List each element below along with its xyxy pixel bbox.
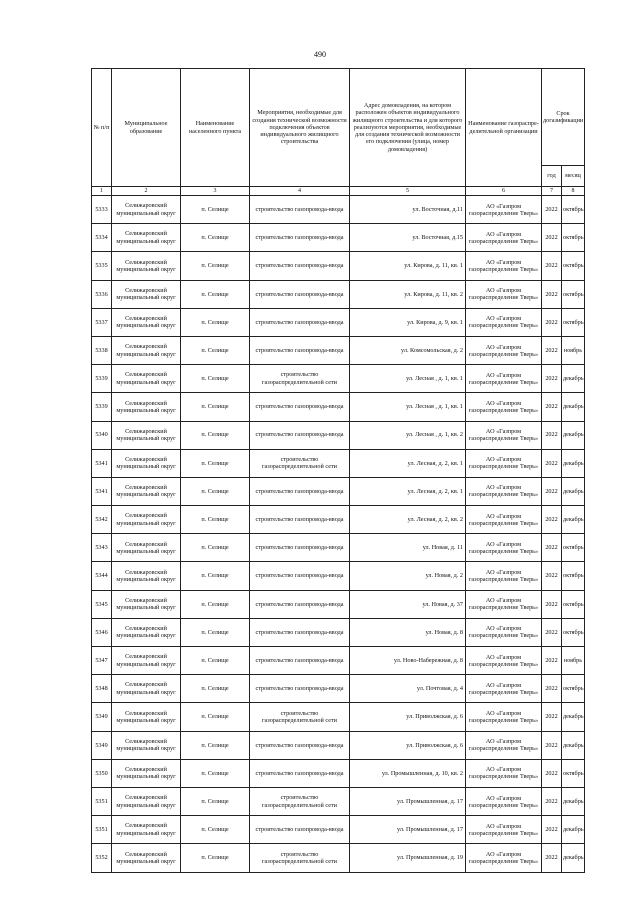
header-address: Адрес домовладения, на котором расположен объектов индивидуального жилищного строительства и для которого реализуются мероприятия, необходимые для создания технической возможности его подключения (улица, номер домовладения) [350,69,466,187]
cell-settlement: п. Селище [181,393,250,421]
column-number: 3 [181,187,250,196]
cell-num: 5351 [92,816,112,844]
cell-municipality: Селижаровский муниципальный округ [112,647,181,675]
cell-measure: строительство газопровода-ввода [250,224,350,252]
table-row [92,844,585,872]
cell-municipality: Селижаровский муниципальный округ [112,759,181,787]
cell-settlement: п. Селище [181,506,250,534]
cell-org: АО «Газпром газораспределение Тверь» [466,477,542,505]
cell-num: 5341 [92,449,112,477]
cell-org: АО «Газпром газораспределение Тверь» [466,675,542,703]
cell-month: декабрь [562,844,585,872]
cell-num: 5335 [92,252,112,280]
cell-month: декабрь [562,816,585,844]
cell-year: 2022 [542,506,562,534]
cell-municipality: Селижаровский муниципальный округ [112,421,181,449]
cell-settlement: п. Селище [181,844,250,872]
cell-month: ноябрь [562,336,585,364]
cell-municipality: Селижаровский муниципальный округ [112,336,181,364]
cell-year: 2022 [542,336,562,364]
table-body [92,196,585,873]
cell-num: 5349 [92,703,112,731]
column-number: 2 [112,187,181,196]
cell-measure: строительство газопровода-ввода [250,562,350,590]
cell-municipality: Селижаровский муниципальный округ [112,449,181,477]
cell-num: 5344 [92,562,112,590]
table-row [92,816,585,844]
cell-municipality: Селижаровский муниципальный округ [112,844,181,872]
cell-measure: строительство газопровода-ввода [250,421,350,449]
cell-settlement: п. Селище [181,759,250,787]
column-numbers-row [92,187,585,196]
gasification-table [91,68,585,873]
cell-org: АО «Газпром газораспределение Тверь» [466,759,542,787]
cell-year: 2022 [542,759,562,787]
cell-municipality: Селижаровский муниципальный округ [112,703,181,731]
table-row [92,590,585,618]
cell-measure: строительство газораспределительной сети [250,449,350,477]
cell-num: 5349 [92,731,112,759]
cell-settlement: п. Селище [181,449,250,477]
table-row [92,421,585,449]
cell-year: 2022 [542,816,562,844]
table-row [92,506,585,534]
cell-num: 5351 [92,787,112,815]
cell-month: декабрь [562,477,585,505]
cell-num: 5350 [92,759,112,787]
cell-settlement: п. Селище [181,308,250,336]
table-row [92,477,585,505]
cell-org: АО «Газпром газораспределение Тверь» [466,252,542,280]
cell-year: 2022 [542,590,562,618]
table-row [92,703,585,731]
header-month: месяц [562,166,585,187]
cell-address: ул. Промышленная, д. 17 [350,816,466,844]
cell-address: ул. Восточная, д.11 [350,196,466,224]
cell-settlement: п. Селище [181,421,250,449]
cell-year: 2022 [542,449,562,477]
cell-settlement: п. Селище [181,336,250,364]
cell-num: 5340 [92,421,112,449]
table-row [92,647,585,675]
column-number: 6 [466,187,542,196]
cell-address: ул. Кирова, д. 11, кв. 2 [350,280,466,308]
cell-measure: строительство газопровода-ввода [250,618,350,646]
cell-org: АО «Газпром газораспределение Тверь» [466,647,542,675]
cell-measure: строительство газораспределительной сети [250,844,350,872]
cell-settlement: п. Селище [181,703,250,731]
cell-org: АО «Газпром газораспределение Тверь» [466,449,542,477]
cell-measure: строительство газопровода-ввода [250,759,350,787]
cell-num: 5341 [92,477,112,505]
cell-settlement: п. Селище [181,731,250,759]
cell-year: 2022 [542,703,562,731]
cell-month: октябрь [562,280,585,308]
cell-org: АО «Газпром газораспределение Тверь» [466,703,542,731]
cell-settlement: п. Селище [181,365,250,393]
table-header [92,69,585,196]
column-number: 8 [562,187,585,196]
cell-address: ул. Приволжская, д. 6 [350,703,466,731]
cell-address: ул. Промышленная, д. 19 [350,844,466,872]
cell-year: 2022 [542,365,562,393]
header-municipality: Муниципальное образование [112,69,181,187]
cell-measure: строительство газопровода-ввода [250,816,350,844]
cell-measure: строительство газопровода-ввода [250,506,350,534]
cell-month: октябрь [562,562,585,590]
cell-org: АО «Газпром газораспределение Тверь» [466,224,542,252]
cell-address: ул. Комсомольская, д. 2 [350,336,466,364]
cell-address: ул. Лесная, д. 2, кв. 1 [350,449,466,477]
cell-month: октябрь [562,590,585,618]
column-number: 4 [250,187,350,196]
cell-year: 2022 [542,731,562,759]
header-num: № п/п [92,69,112,187]
cell-month: декабрь [562,449,585,477]
cell-address: ул. Ново-Набережная, д. 8 [350,647,466,675]
cell-address: ул. Лесная , д. 1, кв. 2 [350,421,466,449]
cell-year: 2022 [542,534,562,562]
cell-org: АО «Газпром газораспределение Тверь» [466,506,542,534]
cell-municipality: Селижаровский муниципальный округ [112,477,181,505]
cell-municipality: Селижаровский муниципальный округ [112,393,181,421]
cell-settlement: п. Селище [181,224,250,252]
cell-year: 2022 [542,787,562,815]
cell-month: декабрь [562,731,585,759]
table-row [92,675,585,703]
table-row [92,731,585,759]
cell-year: 2022 [542,308,562,336]
cell-municipality: Селижаровский муниципальный округ [112,618,181,646]
cell-settlement: п. Селище [181,196,250,224]
cell-num: 5338 [92,336,112,364]
cell-year: 2022 [542,280,562,308]
cell-num: 5345 [92,590,112,618]
cell-org: АО «Газпром газораспределение Тверь» [466,844,542,872]
cell-settlement: п. Селище [181,647,250,675]
cell-year: 2022 [542,844,562,872]
cell-num: 5342 [92,506,112,534]
cell-month: декабрь [562,393,585,421]
table-row [92,562,585,590]
cell-address: ул. Приволжская, д. 6 [350,731,466,759]
cell-municipality: Селижаровский муниципальный округ [112,534,181,562]
cell-month: декабрь [562,421,585,449]
header-deadline: Срок догазификации [542,69,585,166]
cell-org: АО «Газпром газораспределение Тверь» [466,816,542,844]
cell-num: 5352 [92,844,112,872]
cell-address: ул. Новая, д. 11 [350,534,466,562]
cell-municipality: Селижаровский муниципальный округ [112,365,181,393]
table-row [92,196,585,224]
cell-measure: строительство газораспределительной сети [250,703,350,731]
cell-municipality: Селижаровский муниципальный округ [112,787,181,815]
cell-municipality: Селижаровский муниципальный округ [112,731,181,759]
cell-address: ул. Лесная , д. 1, кв. 1 [350,393,466,421]
cell-municipality: Селижаровский муниципальный округ [112,590,181,618]
cell-measure: строительство газопровода-ввода [250,252,350,280]
cell-address: ул. Лесная, д. 2, кв. 1 [350,477,466,505]
cell-org: АО «Газпром газораспределение Тверь» [466,590,542,618]
table-row [92,393,585,421]
cell-month: октябрь [562,534,585,562]
cell-org: АО «Газпром газораспределение Тверь» [466,534,542,562]
cell-month: октябрь [562,224,585,252]
table-row [92,252,585,280]
table-row [92,449,585,477]
cell-measure: строительство газопровода-ввода [250,336,350,364]
cell-address: ул. Восточная, д.15 [350,224,466,252]
cell-address: ул. Новая, д. 8 [350,618,466,646]
cell-year: 2022 [542,224,562,252]
cell-year: 2022 [542,562,562,590]
cell-settlement: п. Селище [181,534,250,562]
cell-month: октябрь [562,759,585,787]
cell-year: 2022 [542,196,562,224]
cell-num: 5347 [92,647,112,675]
cell-address: ул. Лесная , д. 1, кв. 1 [350,365,466,393]
cell-month: октябрь [562,252,585,280]
cell-org: АО «Газпром газораспределение Тверь» [466,393,542,421]
cell-measure: строительство газопровода-ввода [250,477,350,505]
cell-settlement: п. Селище [181,280,250,308]
cell-address: ул. Новая, д. 37 [350,590,466,618]
cell-municipality: Селижаровский муниципальный округ [112,308,181,336]
cell-org: АО «Газпром газораспределение Тверь» [466,421,542,449]
cell-municipality: Селижаровский муниципальный округ [112,506,181,534]
cell-address: ул. Почтовая, д. 4 [350,675,466,703]
cell-year: 2022 [542,393,562,421]
cell-month: октябрь [562,196,585,224]
cell-year: 2022 [542,477,562,505]
cell-measure: строительство газопровода-ввода [250,534,350,562]
cell-num: 5337 [92,308,112,336]
cell-municipality: Селижаровский муниципальный округ [112,224,181,252]
cell-num: 5343 [92,534,112,562]
cell-address: ул. Промышленная, д. 17 [350,787,466,815]
table-row [92,224,585,252]
header-measures: Мероприятия, необходимые для создания технической возможности подключения объектов индивидуального жилищного строительства [250,69,350,187]
cell-municipality: Селижаровский муниципальный округ [112,196,181,224]
column-number: 5 [350,187,466,196]
cell-address: ул. Лесная, д. 2, кв. 2 [350,506,466,534]
cell-month: декабрь [562,506,585,534]
cell-measure: строительство газораспределительной сети [250,787,350,815]
cell-measure: строительство газопровода-ввода [250,675,350,703]
cell-year: 2022 [542,421,562,449]
page-number: 490 [314,50,326,59]
cell-num: 5339 [92,365,112,393]
cell-year: 2022 [542,618,562,646]
cell-settlement: п. Селище [181,252,250,280]
cell-measure: строительство газопровода-ввода [250,280,350,308]
column-number: 7 [542,187,562,196]
cell-org: АО «Газпром газораспределение Тверь» [466,308,542,336]
cell-org: АО «Газпром газораспределение Тверь» [466,562,542,590]
cell-address: ул. Новая, д. 2 [350,562,466,590]
cell-year: 2022 [542,252,562,280]
cell-measure: строительство газопровода-ввода [250,731,350,759]
cell-num: 5336 [92,280,112,308]
cell-month: декабрь [562,365,585,393]
table-row [92,759,585,787]
cell-measure: строительство газопровода-ввода [250,647,350,675]
cell-municipality: Селижаровский муниципальный округ [112,252,181,280]
cell-num: 5333 [92,196,112,224]
cell-municipality: Селижаровский муниципальный округ [112,675,181,703]
table-row [92,336,585,364]
table-row [92,308,585,336]
cell-municipality: Селижаровский муниципальный округ [112,816,181,844]
cell-address: ул. Промышленная, д. 10, кв. 2 [350,759,466,787]
table-row [92,280,585,308]
table-row [92,618,585,646]
cell-year: 2022 [542,647,562,675]
table-row [92,534,585,562]
cell-address: ул. Кирова, д. 9, кв. 1 [350,308,466,336]
cell-month: ноябрь [562,647,585,675]
cell-year: 2022 [542,675,562,703]
cell-address: ул. Кирова, д. 11, кв. 1 [350,252,466,280]
cell-measure: строительство газопровода-ввода [250,308,350,336]
cell-org: АО «Газпром газораспределение Тверь» [466,365,542,393]
cell-measure: строительство газопровода-ввода [250,393,350,421]
header-settlement: Наименование населенного пункта [181,69,250,187]
cell-measure: строительство газораспределительной сети [250,365,350,393]
cell-org: АО «Газпром газораспределение Тверь» [466,280,542,308]
cell-settlement: п. Селище [181,477,250,505]
cell-measure: строительство газопровода-ввода [250,196,350,224]
cell-municipality: Селижаровский муниципальный округ [112,280,181,308]
header-org: Наименование газораспре-делительной организации [466,69,542,187]
cell-settlement: п. Селище [181,675,250,703]
column-number: 1 [92,187,112,196]
cell-measure: строительство газопровода-ввода [250,590,350,618]
cell-settlement: п. Селище [181,562,250,590]
cell-month: октябрь [562,618,585,646]
cell-month: декабрь [562,703,585,731]
cell-settlement: п. Селище [181,816,250,844]
cell-num: 5339 [92,393,112,421]
cell-org: АО «Газпром газораспределение Тверь» [466,336,542,364]
cell-num: 5346 [92,618,112,646]
table-row [92,365,585,393]
cell-month: октябрь [562,308,585,336]
cell-month: октябрь [562,675,585,703]
table-row [92,787,585,815]
cell-month: декабрь [562,787,585,815]
cell-org: АО «Газпром газораспределение Тверь» [466,731,542,759]
cell-org: АО «Газпром газораспределение Тверь» [466,196,542,224]
header-year: год [542,166,562,187]
cell-org: АО «Газпром газораспределение Тверь» [466,618,542,646]
cell-settlement: п. Селище [181,787,250,815]
cell-num: 5334 [92,224,112,252]
cell-num: 5348 [92,675,112,703]
cell-municipality: Селижаровский муниципальный округ [112,562,181,590]
cell-settlement: п. Селище [181,590,250,618]
cell-settlement: п. Селище [181,618,250,646]
cell-org: АО «Газпром газораспределение Тверь» [466,787,542,815]
